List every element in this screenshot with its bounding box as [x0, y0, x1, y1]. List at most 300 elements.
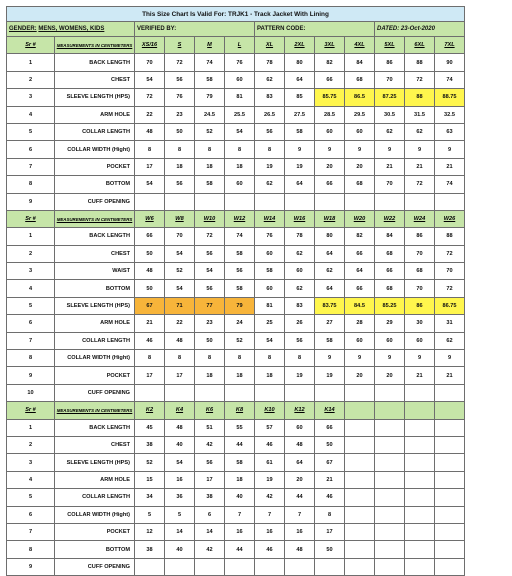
measurement-value: 72 [195, 228, 225, 245]
measurement-value: 20 [375, 367, 405, 384]
measurement-value: 46 [315, 489, 345, 506]
measurement-name: BACK LENGTH [55, 228, 135, 245]
measurement-name: BACK LENGTH [55, 54, 135, 71]
measurement-value: 66 [135, 228, 165, 245]
measurement-value: 52 [165, 263, 195, 280]
measurement-value: 46 [255, 541, 285, 558]
verified-label: VERIFIED BY: [137, 26, 177, 32]
measurement-value: 24 [225, 315, 255, 332]
measurement-value: 57 [255, 419, 285, 436]
measurement-value: 20 [315, 158, 345, 175]
measurement-value [165, 193, 195, 210]
measurement-value [435, 193, 465, 210]
measurement-value [375, 419, 405, 436]
measurement-value: 50 [165, 123, 195, 140]
measurement-name: CHEST [55, 436, 135, 453]
measurement-value: 68 [405, 263, 435, 280]
measurement-value: 16 [165, 471, 195, 488]
measurement-value: 88 [405, 54, 435, 71]
measurement-value: 22 [165, 315, 195, 332]
sr-number: 6 [7, 141, 55, 158]
measurement-value: 44 [225, 436, 255, 453]
measurement-value: 7 [285, 506, 315, 523]
measurement-value: 19 [285, 367, 315, 384]
measurement-value: 8 [315, 506, 345, 523]
measurement-value: 70 [435, 263, 465, 280]
measurement-value: 54 [135, 176, 165, 193]
size-header: W26 [435, 210, 465, 227]
measurement-value: 18 [255, 367, 285, 384]
measurement-value: 50 [135, 245, 165, 262]
measurement-name: SLEEVE LENGTH (HPS) [55, 454, 135, 471]
measurement-value: 23 [195, 315, 225, 332]
measurement-value: 79 [195, 89, 225, 106]
table-row [7, 541, 465, 558]
measurement-value: 5 [165, 506, 195, 523]
measurement-value [405, 419, 435, 436]
measurement-value: 56 [195, 245, 225, 262]
table-row [7, 350, 465, 367]
measurement-value: 60 [225, 71, 255, 88]
measurement-value [165, 384, 195, 401]
measurement-value: 25.5 [225, 106, 255, 123]
measurement-value: 9 [315, 141, 345, 158]
measurement-value: 68 [375, 245, 405, 262]
measurement-value: 21 [435, 158, 465, 175]
measurement-name: POCKET [55, 158, 135, 175]
measurement-value: 19 [315, 367, 345, 384]
table-row [7, 141, 465, 158]
measurement-value: 54 [195, 263, 225, 280]
measurement-value: 30.5 [375, 106, 405, 123]
table-row [7, 419, 465, 436]
table-row [7, 263, 465, 280]
measurement-value: 8 [225, 141, 255, 158]
measurement-name: SLEEVE LENGTH (HPS) [55, 297, 135, 314]
measurement-value: 22 [135, 106, 165, 123]
measurement-value: 14 [165, 523, 195, 540]
size-header: W16 [285, 210, 315, 227]
measurement-value: 62 [375, 123, 405, 140]
measurement-value: 60 [225, 176, 255, 193]
measurement-value: 9 [345, 350, 375, 367]
sr-number: 1 [7, 228, 55, 245]
table-row [7, 228, 465, 245]
measurement-value: 60 [345, 123, 375, 140]
measurement-value: 7 [225, 506, 255, 523]
measurement-value: 72 [405, 176, 435, 193]
measurement-value: 74 [435, 71, 465, 88]
size-header: K8 [225, 402, 255, 419]
sr-number: 7 [7, 523, 55, 540]
measurement-value: 62 [255, 71, 285, 88]
info-row [7, 22, 465, 37]
measurement-value [345, 419, 375, 436]
measurement-value: 79 [225, 297, 255, 314]
measurement-value [405, 384, 435, 401]
measurement-value: 40 [225, 489, 255, 506]
measurement-value [435, 506, 465, 523]
measurement-value: 17 [315, 523, 345, 540]
table-row [7, 367, 465, 384]
measurement-value: 63 [435, 123, 465, 140]
measurement-value: 29.5 [345, 106, 375, 123]
measurement-value: 72 [435, 280, 465, 297]
measurement-value: 9 [375, 350, 405, 367]
measurement-value: 56 [285, 332, 315, 349]
measurement-value [405, 193, 435, 210]
measurement-name: COLLAR WIDTH (Hight) [55, 350, 135, 367]
sr-number: 3 [7, 454, 55, 471]
table-row [7, 454, 465, 471]
measurement-value: 16 [225, 523, 255, 540]
sr-number: 6 [7, 506, 55, 523]
measurement-value: 15 [135, 471, 165, 488]
gender-value: MENS, WOMENS, KIDS [38, 26, 105, 32]
measurement-value: 34 [135, 489, 165, 506]
measurement-value: 16 [285, 523, 315, 540]
measurement-value: 18 [195, 367, 225, 384]
measurement-name: COLLAR WIDTH (Hight) [55, 141, 135, 158]
measurement-value [405, 541, 435, 558]
measurement-value: 66 [315, 419, 345, 436]
measurement-value: 55 [225, 419, 255, 436]
measurement-value: 90 [435, 54, 465, 71]
measurement-value: 21 [315, 471, 345, 488]
size-header: S [165, 37, 195, 54]
sr-number: 4 [7, 280, 55, 297]
table-row [7, 489, 465, 506]
measurement-value: 61 [255, 454, 285, 471]
measurement-name: ARM HOLE [55, 106, 135, 123]
measurement-value: 16 [255, 523, 285, 540]
measurement-value: 12 [135, 523, 165, 540]
measurement-value: 85 [285, 89, 315, 106]
sr-number: 3 [7, 263, 55, 280]
measurement-value [345, 193, 375, 210]
measurement-name: COLLAR LENGTH [55, 332, 135, 349]
verified-by-cell [135, 22, 255, 37]
measurement-name: BOTTOM [55, 176, 135, 193]
measurement-value: 81 [225, 89, 255, 106]
measurement-value: 27.5 [285, 106, 315, 123]
sr-number: 1 [7, 54, 55, 71]
measurement-value [285, 384, 315, 401]
measurement-value: 38 [135, 541, 165, 558]
measurement-value: 52 [135, 454, 165, 471]
measurement-value: 64 [285, 71, 315, 88]
size-header: W18 [315, 210, 345, 227]
size-header: W14 [255, 210, 285, 227]
measurement-value: 56 [195, 280, 225, 297]
measurement-value: 9 [435, 141, 465, 158]
measurement-value: 38 [195, 489, 225, 506]
measurement-value: 50 [135, 280, 165, 297]
measurement-value: 54 [165, 280, 195, 297]
measurement-value: 60 [405, 332, 435, 349]
measurement-value [345, 471, 375, 488]
measurement-value: 76 [225, 54, 255, 71]
measurement-value: 84 [345, 54, 375, 71]
size-header: K14 [315, 402, 345, 419]
measurement-value: 70 [135, 54, 165, 71]
table-row [7, 280, 465, 297]
measurement-value: 48 [135, 263, 165, 280]
table-row [7, 123, 465, 140]
measurement-value: 60 [375, 332, 405, 349]
measurement-value: 24.5 [195, 106, 225, 123]
measurement-value: 56 [225, 263, 255, 280]
measurement-value: 31.5 [405, 106, 435, 123]
measurement-value [135, 193, 165, 210]
size-header: K6 [195, 402, 225, 419]
measurement-value: 82 [315, 54, 345, 71]
measurement-value: 56 [255, 123, 285, 140]
measurement-value: 21 [405, 158, 435, 175]
dated-cell [375, 22, 465, 37]
measurement-value: 66 [345, 280, 375, 297]
measurement-value: 68 [345, 176, 375, 193]
measurement-value: 17 [135, 367, 165, 384]
measurement-value: 58 [315, 332, 345, 349]
sr-number: 5 [7, 123, 55, 140]
measurement-value: 83 [255, 89, 285, 106]
measurement-name: COLLAR LENGTH [55, 489, 135, 506]
measurement-value: 32.5 [435, 106, 465, 123]
size-header: K10 [255, 402, 285, 419]
measurement-value: 51 [195, 419, 225, 436]
section-header-row [7, 37, 465, 54]
size-header: 6XL [405, 37, 435, 54]
sr-number: 8 [7, 541, 55, 558]
dated-label: DATED: [377, 26, 400, 32]
measurement-name: BOTTOM [55, 280, 135, 297]
measurement-name: CUFF OPENING [55, 558, 135, 575]
measurement-value: 8 [285, 350, 315, 367]
measurement-name: BACK LENGTH [55, 419, 135, 436]
measurement-value: 18 [225, 367, 255, 384]
measurement-value: 52 [225, 332, 255, 349]
sr-number: 9 [7, 558, 55, 575]
table-row [7, 384, 465, 401]
measurement-name: CUFF OPENING [55, 384, 135, 401]
measurement-value: 42 [255, 489, 285, 506]
measurement-name: CUFF OPENING [55, 193, 135, 210]
measurement-value: 17 [195, 471, 225, 488]
sr-number: 4 [7, 106, 55, 123]
sr-number: 2 [7, 71, 55, 88]
table-row [7, 523, 465, 540]
sr-header: Sr # [7, 210, 55, 227]
table-row [7, 71, 465, 88]
measurement-value [345, 541, 375, 558]
measurement-value: 64 [315, 245, 345, 262]
measurement-name: COLLAR WIDTH (Hight) [55, 506, 135, 523]
measurement-value: 70 [405, 245, 435, 262]
measurement-value: 62 [255, 176, 285, 193]
measurement-value: 52 [195, 123, 225, 140]
measurement-value: 21 [405, 367, 435, 384]
measurement-value: 48 [285, 436, 315, 453]
measurement-value: 62 [285, 280, 315, 297]
measurement-value: 21 [135, 315, 165, 332]
size-header: 7XL [435, 37, 465, 54]
measurement-value: 64 [285, 454, 315, 471]
measurement-value: 58 [225, 280, 255, 297]
measurement-value: 30 [405, 315, 435, 332]
measurement-value: 60 [255, 280, 285, 297]
measurement-value [345, 523, 375, 540]
sr-number: 9 [7, 193, 55, 210]
measurement-value: 78 [255, 54, 285, 71]
measurement-value: 28.5 [315, 106, 345, 123]
measurement-value: 67 [135, 297, 165, 314]
table-row [7, 158, 465, 175]
sr-header: Sr # [7, 402, 55, 419]
table-row [7, 315, 465, 332]
measurement-name: BOTTOM [55, 541, 135, 558]
measurement-value: 14 [195, 523, 225, 540]
measurement-value: 40 [165, 541, 195, 558]
measurement-value: 60 [315, 123, 345, 140]
size-header [345, 402, 375, 419]
measurement-value: 74 [225, 228, 255, 245]
measurement-value [345, 506, 375, 523]
measurement-value: 88 [435, 228, 465, 245]
measurement-value: 27 [315, 315, 345, 332]
measurement-value: 85.75 [315, 89, 345, 106]
size-chart-table [6, 6, 465, 576]
measurement-value: 60 [285, 263, 315, 280]
measurement-value: 83 [285, 297, 315, 314]
measurement-value [435, 419, 465, 436]
measurement-value [375, 506, 405, 523]
measurement-value [375, 384, 405, 401]
measurement-value: 17 [165, 367, 195, 384]
measurement-value: 72 [135, 89, 165, 106]
size-header: M [195, 37, 225, 54]
table-row [7, 506, 465, 523]
measurement-value [195, 384, 225, 401]
measurement-value: 9 [315, 350, 345, 367]
measurement-value: 62 [315, 263, 345, 280]
measurement-value: 62 [435, 332, 465, 349]
measurement-value [375, 523, 405, 540]
size-header: K4 [165, 402, 195, 419]
sr-number: 1 [7, 419, 55, 436]
measurement-value: 45 [135, 419, 165, 436]
measurement-value: 87.25 [375, 89, 405, 106]
measurement-value: 58 [225, 245, 255, 262]
measurement-value: 67 [315, 454, 345, 471]
table-row [7, 89, 465, 106]
measurement-value [225, 193, 255, 210]
measurement-value: 8 [195, 141, 225, 158]
size-header: W8 [165, 210, 195, 227]
measurement-value [435, 471, 465, 488]
measurement-value [315, 384, 345, 401]
sr-number: 8 [7, 350, 55, 367]
measurement-value [375, 489, 405, 506]
measurement-value: 29 [375, 315, 405, 332]
measurement-value: 54 [165, 245, 195, 262]
measurement-value: 23 [165, 106, 195, 123]
measurement-value: 8 [225, 350, 255, 367]
measurement-value: 62 [285, 245, 315, 262]
measurement-value: 9 [405, 350, 435, 367]
measurement-value: 58 [225, 454, 255, 471]
measurement-value: 17 [135, 158, 165, 175]
measurement-value: 26.5 [255, 106, 285, 123]
measurement-header: MEASUREMENTS IN CENTIMETERS [55, 402, 135, 419]
measurement-value: 74 [435, 176, 465, 193]
measurement-name: COLLAR LENGTH [55, 123, 135, 140]
measurement-value: 70 [375, 71, 405, 88]
measurement-value: 48 [285, 541, 315, 558]
table-row [7, 436, 465, 453]
measurement-value: 66 [375, 263, 405, 280]
measurement-value [435, 436, 465, 453]
measurement-value: 36 [165, 489, 195, 506]
size-header: L [225, 37, 255, 54]
measurement-value: 50 [315, 541, 345, 558]
measurement-value: 86 [375, 54, 405, 71]
measurement-value: 20 [285, 471, 315, 488]
measurement-value: 83.75 [315, 297, 345, 314]
measurement-value [405, 471, 435, 488]
measurement-name: CHEST [55, 245, 135, 262]
measurement-value: 80 [285, 54, 315, 71]
measurement-value [225, 384, 255, 401]
measurement-value: 8 [165, 350, 195, 367]
size-header [435, 402, 465, 419]
measurement-value: 56 [165, 176, 195, 193]
measurement-value: 21 [435, 367, 465, 384]
measurement-value: 58 [195, 176, 225, 193]
measurement-value: 21 [375, 158, 405, 175]
measurement-header: MEASUREMENTS IN CENTIMETERS [55, 210, 135, 227]
size-header: 4XL [345, 37, 375, 54]
measurement-value [135, 384, 165, 401]
measurement-value [345, 489, 375, 506]
measurement-value: 82 [345, 228, 375, 245]
measurement-value: 20 [345, 158, 375, 175]
measurement-value: 62 [405, 123, 435, 140]
sr-number: 10 [7, 384, 55, 401]
measurement-value: 60 [285, 419, 315, 436]
measurement-value: 64 [315, 280, 345, 297]
measurement-value [285, 193, 315, 210]
measurement-value: 48 [165, 419, 195, 436]
measurement-value: 9 [405, 141, 435, 158]
table-row [7, 297, 465, 314]
measurement-value [375, 454, 405, 471]
measurement-value: 56 [195, 454, 225, 471]
measurement-value: 77 [195, 297, 225, 314]
size-header: K12 [285, 402, 315, 419]
measurement-value [435, 384, 465, 401]
measurement-value: 19 [255, 158, 285, 175]
measurement-value: 20 [345, 367, 375, 384]
measurement-value: 54 [225, 123, 255, 140]
measurement-value [405, 454, 435, 471]
sr-number: 3 [7, 89, 55, 106]
measurement-value [195, 193, 225, 210]
measurement-name: POCKET [55, 523, 135, 540]
measurement-value: 66 [345, 245, 375, 262]
measurement-value: 40 [165, 436, 195, 453]
section-header-row [7, 402, 465, 419]
